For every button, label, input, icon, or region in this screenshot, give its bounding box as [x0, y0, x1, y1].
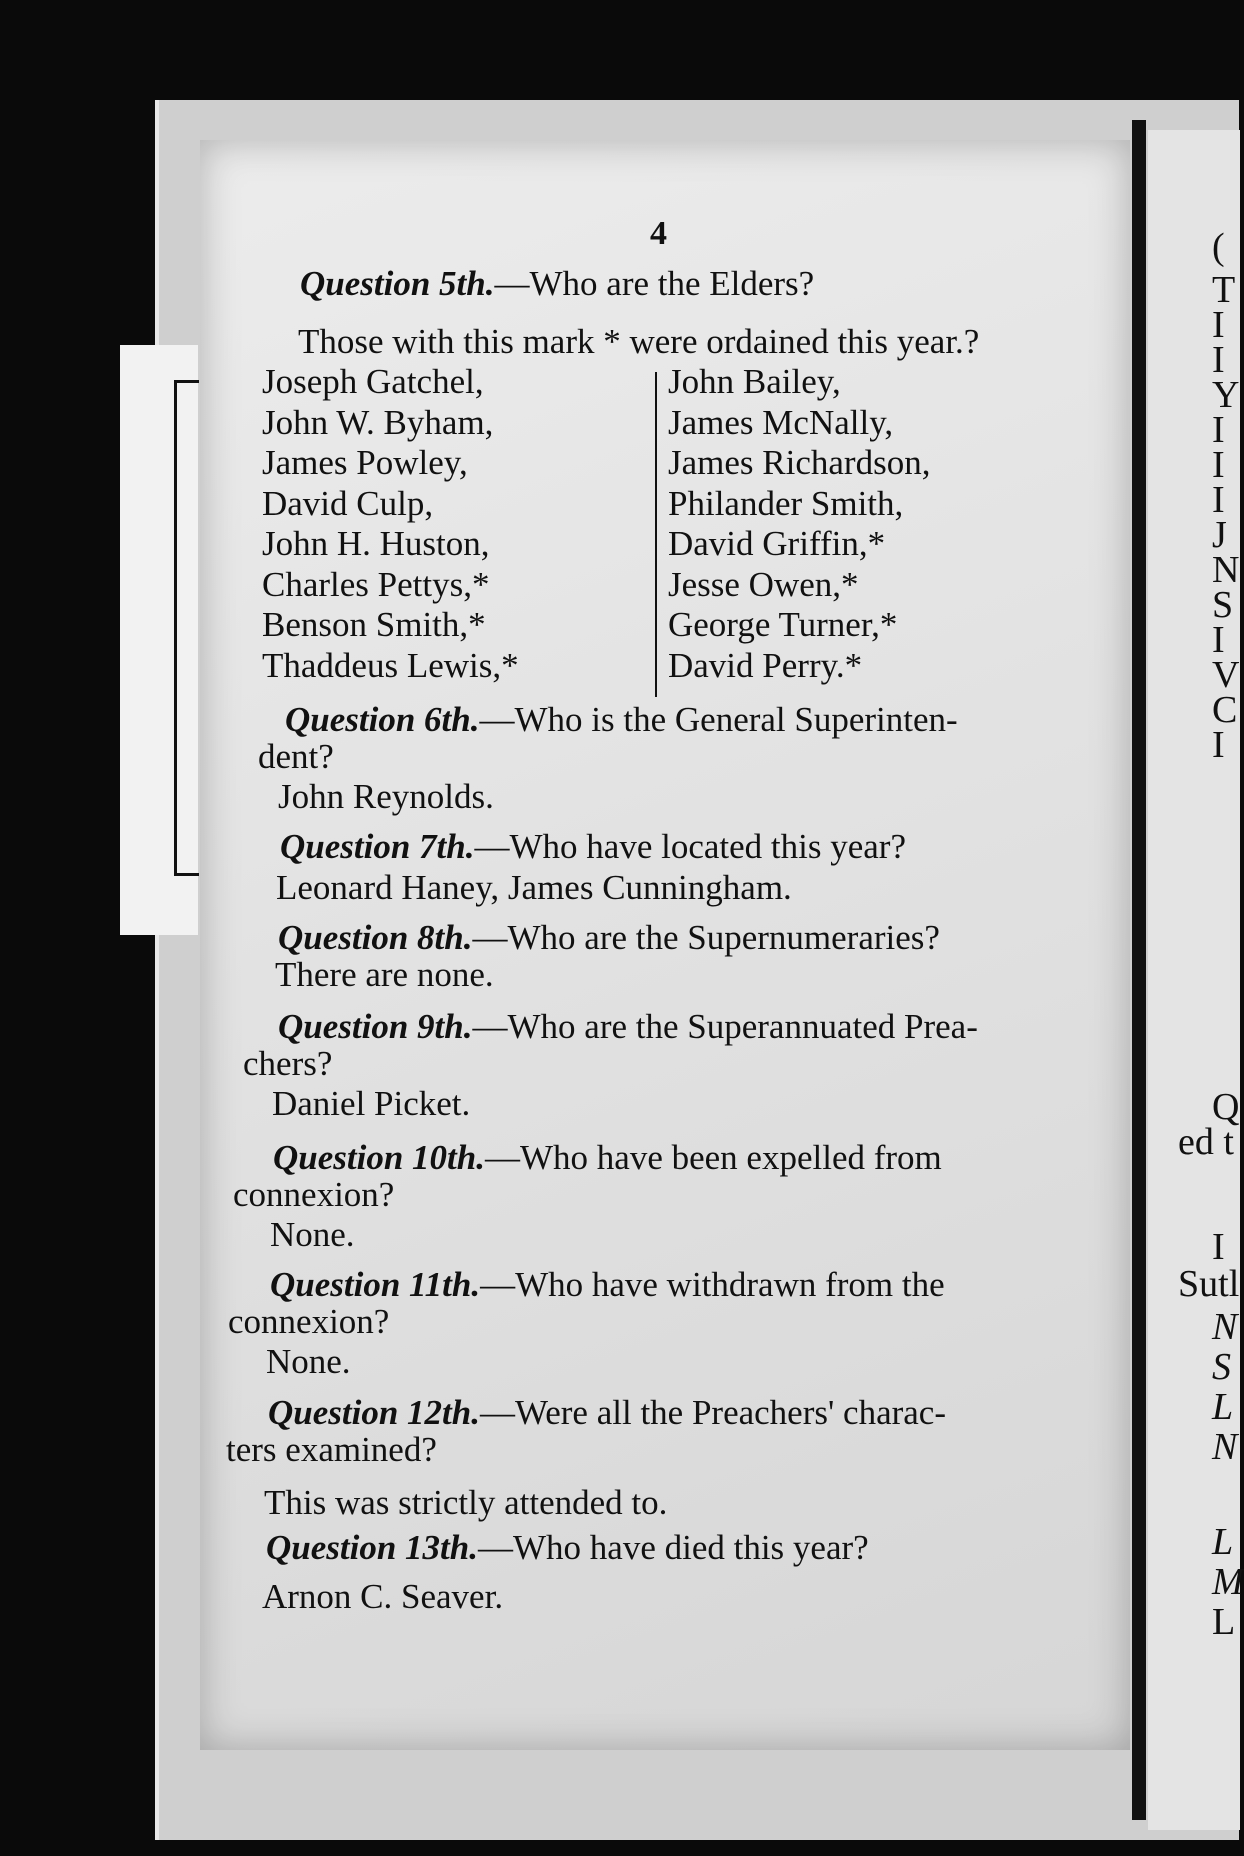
- question-10: [273, 1138, 942, 1178]
- edge-fragment: I: [1212, 304, 1225, 346]
- edge-fragment: Q: [1212, 1086, 1240, 1128]
- answer: This was strictly attended to.: [264, 1483, 668, 1522]
- question-continuation: connexion?: [233, 1175, 395, 1214]
- question-label: Question 5th.: [300, 264, 495, 303]
- elder-name: David Perry.*: [668, 645, 863, 685]
- question-continuation: chers?: [243, 1044, 333, 1083]
- answer: John Reynolds.: [278, 777, 494, 816]
- question-label: Question 13th.: [266, 1528, 478, 1567]
- edge-fragment: L: [1212, 1521, 1234, 1563]
- elder-name: Joseph Gatchel,: [262, 362, 484, 401]
- elder-name: John Bailey,: [668, 362, 841, 401]
- elders-left-column: [262, 362, 519, 686]
- elder-name: John H. Huston,: [262, 524, 490, 563]
- elder-name: Jesse Owen,*: [668, 564, 859, 604]
- question-continuation: dent?: [258, 737, 334, 776]
- elder-name: John W. Byham,: [262, 402, 494, 442]
- edge-fragment: I: [1212, 479, 1225, 521]
- edge-fragment: C: [1212, 689, 1238, 731]
- question-label: Question 6th.: [285, 700, 480, 739]
- edge-fragment: M: [1212, 1561, 1244, 1603]
- elder-name: Philander Smith,: [668, 483, 904, 523]
- elders-note: Those with this mark * were ordained this year.?: [298, 322, 980, 361]
- elder-name: David Culp,: [262, 483, 434, 523]
- edge-fragment: S: [1212, 584, 1234, 626]
- question-text: —Who have died this year?: [478, 1528, 869, 1567]
- elder-name: James Richardson,: [668, 443, 931, 482]
- spine-frame: [174, 380, 199, 876]
- question-text: —Who have located this year?: [474, 827, 906, 866]
- elders-right-column: [668, 362, 930, 686]
- question-7: [280, 827, 906, 867]
- question-label: Question 9th.: [278, 1007, 473, 1046]
- edge-fragment: T: [1212, 269, 1236, 311]
- question-continuation: connexion?: [228, 1302, 390, 1341]
- edge-fragment: I: [1212, 409, 1225, 451]
- edge-fragment: V: [1212, 654, 1240, 696]
- answer: None.: [270, 1215, 355, 1254]
- question-label: Question 8th.: [278, 918, 473, 957]
- edge-fragment: (: [1212, 226, 1225, 268]
- edge-fragment: ed t: [1178, 1121, 1234, 1163]
- edge-fragment: J: [1212, 514, 1227, 556]
- question-label: Question 12th.: [268, 1393, 480, 1432]
- question-13: [266, 1528, 869, 1568]
- question-11: [270, 1265, 945, 1305]
- edge-fragment: I: [1212, 339, 1225, 381]
- page-gutter: [1132, 120, 1146, 1820]
- elder-name: Charles Pettys,*: [262, 564, 490, 604]
- edge-fragment: L: [1212, 1601, 1236, 1643]
- question-6: [285, 700, 958, 740]
- column-divider: [655, 372, 657, 697]
- edge-fragment: S: [1212, 1346, 1231, 1388]
- question-5: [300, 264, 814, 304]
- edge-fragment: I: [1212, 724, 1225, 766]
- question-text: —Who are the Elders?: [494, 264, 815, 303]
- question-9: [278, 1007, 978, 1047]
- question-text: —Who have withdrawn from the: [480, 1265, 945, 1304]
- elder-name: James Powley,: [262, 443, 468, 482]
- edge-fragment: N: [1212, 1306, 1238, 1348]
- edge-fragment: Sutl: [1178, 1263, 1240, 1305]
- answer: None.: [266, 1342, 351, 1381]
- question-text: —Were all the Preachers' charac-: [480, 1393, 946, 1432]
- edge-fragment: I: [1212, 444, 1225, 486]
- question-label: Question 7th.: [280, 827, 475, 866]
- edge-fragment: Y: [1212, 374, 1240, 416]
- edge-fragment: I: [1212, 619, 1225, 661]
- question-continuation: ters examined?: [226, 1430, 437, 1469]
- elder-name: George Turner,*: [668, 605, 898, 644]
- question-text: —Who have been expelled from: [485, 1138, 942, 1177]
- question-text: —Who are the Superannuated Prea-: [472, 1007, 978, 1046]
- question-text: —Who are the Supernumeraries?: [472, 918, 940, 957]
- edge-fragment: N: [1212, 549, 1240, 591]
- question-8: [278, 918, 940, 958]
- answer: Arnon C. Seaver.: [262, 1577, 504, 1616]
- question-label: Question 10th.: [273, 1138, 485, 1177]
- elder-name: Benson Smith,*: [262, 605, 486, 644]
- elder-name: David Griffin,*: [668, 524, 886, 563]
- answer: There are none.: [275, 955, 494, 994]
- edge-fragment: N: [1212, 1426, 1238, 1468]
- page-number: 4: [650, 215, 667, 252]
- answer: Leonard Haney, James Cunningham.: [276, 868, 792, 907]
- edge-fragment: L: [1212, 1386, 1234, 1428]
- edge-fragment: I: [1212, 1226, 1225, 1268]
- question-12: [268, 1393, 946, 1433]
- elder-name: James McNally,: [668, 402, 894, 442]
- elder-name: Thaddeus Lewis,*: [262, 645, 519, 685]
- question-text: —Who is the General Superinten-: [479, 700, 958, 739]
- question-label: Question 11th.: [270, 1265, 481, 1304]
- answer: Daniel Picket.: [272, 1084, 471, 1123]
